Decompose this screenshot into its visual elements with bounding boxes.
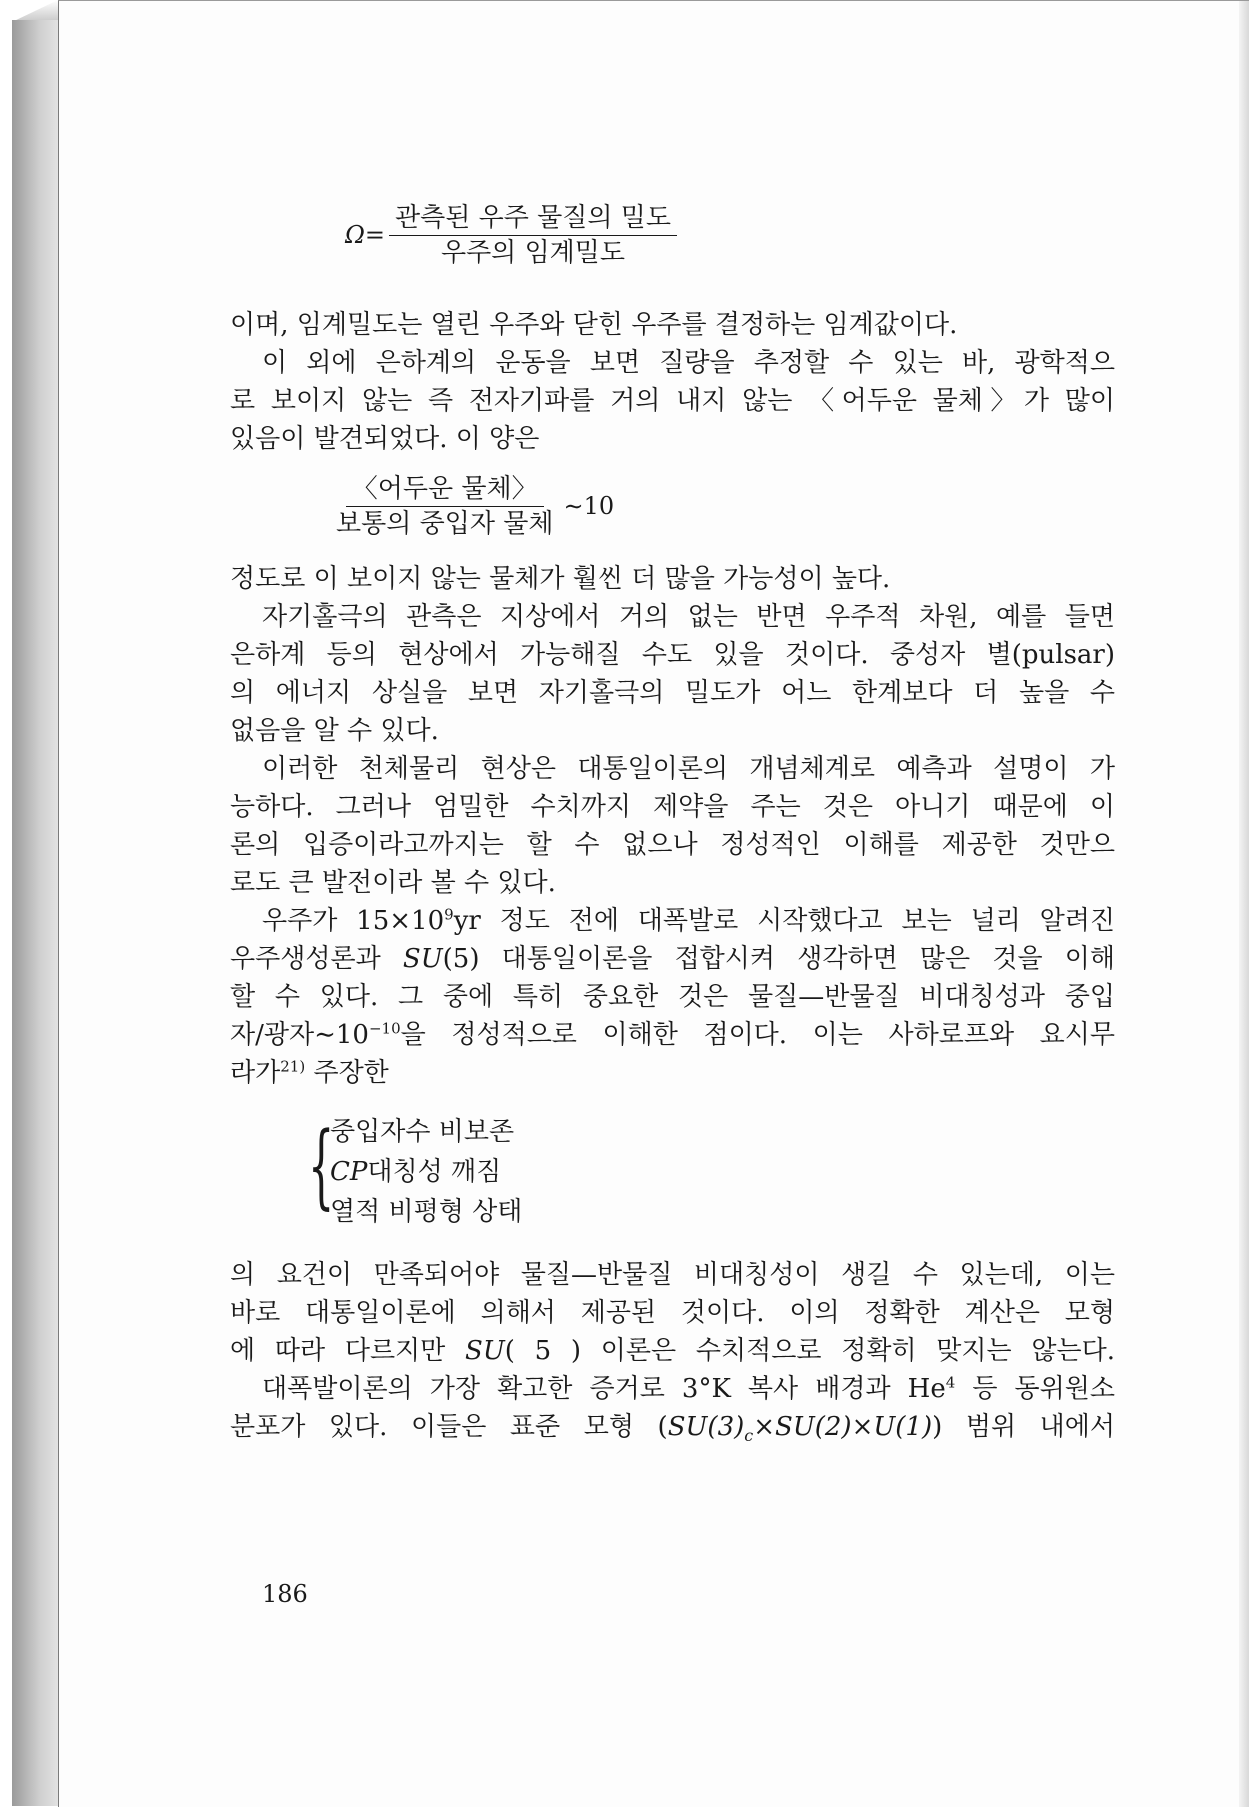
superscript: −10 [368, 1019, 401, 1038]
superscript: 4 [945, 1373, 956, 1392]
subscript: c [744, 1426, 754, 1446]
paragraph-6 [230, 902, 1115, 1092]
paragraph-5-line: 로도 큰 발전이라 볼 수 있다. [230, 868, 556, 898]
page-content [230, 200, 1115, 1446]
paragraph-1-line: 이며, 임계밀도는 열린 우주와 닫힌 우주를 결정하는 임계값이다. [230, 310, 958, 340]
omega-numerator: 관측된 우주 물질의 밀도 [389, 201, 677, 236]
conditions-items [330, 1112, 522, 1232]
paragraph-8 [230, 1370, 1115, 1446]
dark-matter-ratio [330, 458, 1115, 554]
text-run: 에 따라 다르지만 [230, 1336, 466, 1366]
text-run: ( 5 ) 이론은 수치적으로 정확히 맞지는 않는다. [504, 1336, 1115, 1366]
text-run: 을 정성적으로 이해한 점이다. 이는 사하로프와 요시무 [400, 1020, 1115, 1050]
math-symbol: ×SU(2)×U(1) [753, 1412, 933, 1442]
math-symbol: CP [330, 1157, 368, 1187]
superscript: 9 [444, 905, 454, 924]
paragraph-5-line: 론의 입증이라고까지는 할 수 없으나 정성적인 이해를 제공한 것만으 [230, 830, 1115, 860]
paragraph-6-line: 할 수 있다. 그 중에 특히 중요한 것은 물질—반물질 비대칭성과 중입 [230, 982, 1115, 1012]
paragraph-7-line [230, 1332, 1115, 1370]
paragraph-5-line: 능하다. 그러나 엄밀한 수치까지 제약을 주는 것은 아니기 때문에 이 [230, 792, 1115, 822]
page-edge [1239, 1, 1249, 1807]
math-symbol: SU [402, 944, 443, 974]
text-run: (5) 대통일이론을 접합시켜 생각하면 많은 것을 이해 [442, 944, 1115, 974]
text-run: 대폭발이론의 가장 확고한 증거로 3°K 복사 배경과 He [262, 1374, 946, 1404]
paragraph-7 [230, 1256, 1115, 1370]
paragraph-4-line: 없음을 알 수 있다. [230, 716, 439, 746]
text-run: 우주생성론과 [230, 944, 403, 974]
paragraph-2-line: 이 외에 은하계의 운동을 보면 질량을 추정할 수 있는 바, 광학적으 [262, 348, 1115, 378]
book-spine-top [12, 0, 58, 22]
text-run: 자/광자∼10 [230, 1020, 369, 1050]
dark-matter-ratio-value: ∼10 [563, 492, 615, 520]
text-run: 등 동위원소 [955, 1374, 1115, 1404]
omega-denominator: 우주의 임계밀도 [440, 237, 626, 268]
paragraph-7-line: 의 요건이 만족되어야 물질—반물질 비대칭성이 생길 수 있는데, 이는 [230, 1260, 1115, 1290]
footnote-ref: 21) [280, 1057, 306, 1076]
paragraph-5-line: 이러한 천체물리 현상은 대통일이론의 개념체계로 예측과 설명이 가 [262, 754, 1115, 784]
paragraph-2 [230, 344, 1115, 458]
omega-fraction [389, 201, 677, 270]
text-run: ) 범위 내에서 [932, 1412, 1115, 1442]
left-brace: { [308, 1112, 335, 1219]
text-run: 라가 [230, 1058, 281, 1088]
text-run: 주장한 [305, 1058, 389, 1088]
condition-item: 중입자수 비보존 [330, 1117, 515, 1147]
omega-symbol: Ω= [345, 221, 386, 249]
page-number: 186 [262, 1580, 308, 1608]
paragraph-4-line: 의 에너지 상실을 보면 자기홀극의 밀도가 어느 한계보다 더 높을 수 [230, 678, 1115, 708]
dark-matter-fraction [330, 472, 559, 541]
paragraph-5 [230, 750, 1115, 902]
paragraph-4 [230, 598, 1115, 750]
dark-matter-numerator: 〈어두운 물체〉 [346, 472, 544, 507]
text-run: 대칭성 깨짐 [367, 1157, 502, 1187]
paragraph-4-line: 은하계 등의 현상에서 가능해질 수도 있을 것이다. 중성자 별(pulsar) [230, 640, 1115, 670]
paragraph-6-line [230, 1054, 1115, 1092]
math-symbol: SU [465, 1336, 505, 1366]
text-run: yr 정도 전에 대폭발로 시작했다고 보는 널리 알려진 [453, 906, 1115, 936]
condition-item: 열적 비평형 상태 [330, 1197, 523, 1227]
paragraph-8-line [230, 1370, 1115, 1408]
omega-formula [345, 200, 1115, 270]
book-spine [12, 20, 58, 1806]
paragraph-2-line: 로 보이지 않는 즉 전자기파를 거의 내지 않는 〈어두운 물체〉가 많이 [230, 386, 1115, 416]
conditions-list [308, 1112, 1115, 1232]
paragraph-6-line [230, 902, 1115, 940]
paragraph-6-line [230, 940, 1115, 978]
text-run: 우주가 15×10 [262, 906, 445, 936]
paragraph-6-line [230, 1016, 1115, 1054]
paragraph-2-line: 있음이 발견되었다. 이 양은 [230, 424, 540, 454]
math-symbol: SU(3) [667, 1412, 745, 1442]
condition-item [330, 1152, 522, 1192]
paragraph-3-line: 정도로 이 보이지 않는 물체가 훨씬 더 많을 가능성이 높다. [230, 564, 891, 594]
dark-matter-denominator: 보통의 중입자 물체 [336, 508, 554, 539]
paragraph-7-line: 바로 대통일이론에 의해서 제공된 것이다. 이의 정확한 계산은 모형 [230, 1298, 1115, 1328]
text-run: 분포가 있다. 이들은 표준 모형 ( [230, 1412, 668, 1442]
paragraph-8-line [230, 1408, 1115, 1446]
paragraph-4-line: 자기홀극의 관측은 지상에서 거의 없는 반면 우주적 차원, 예를 들면 [262, 602, 1115, 632]
